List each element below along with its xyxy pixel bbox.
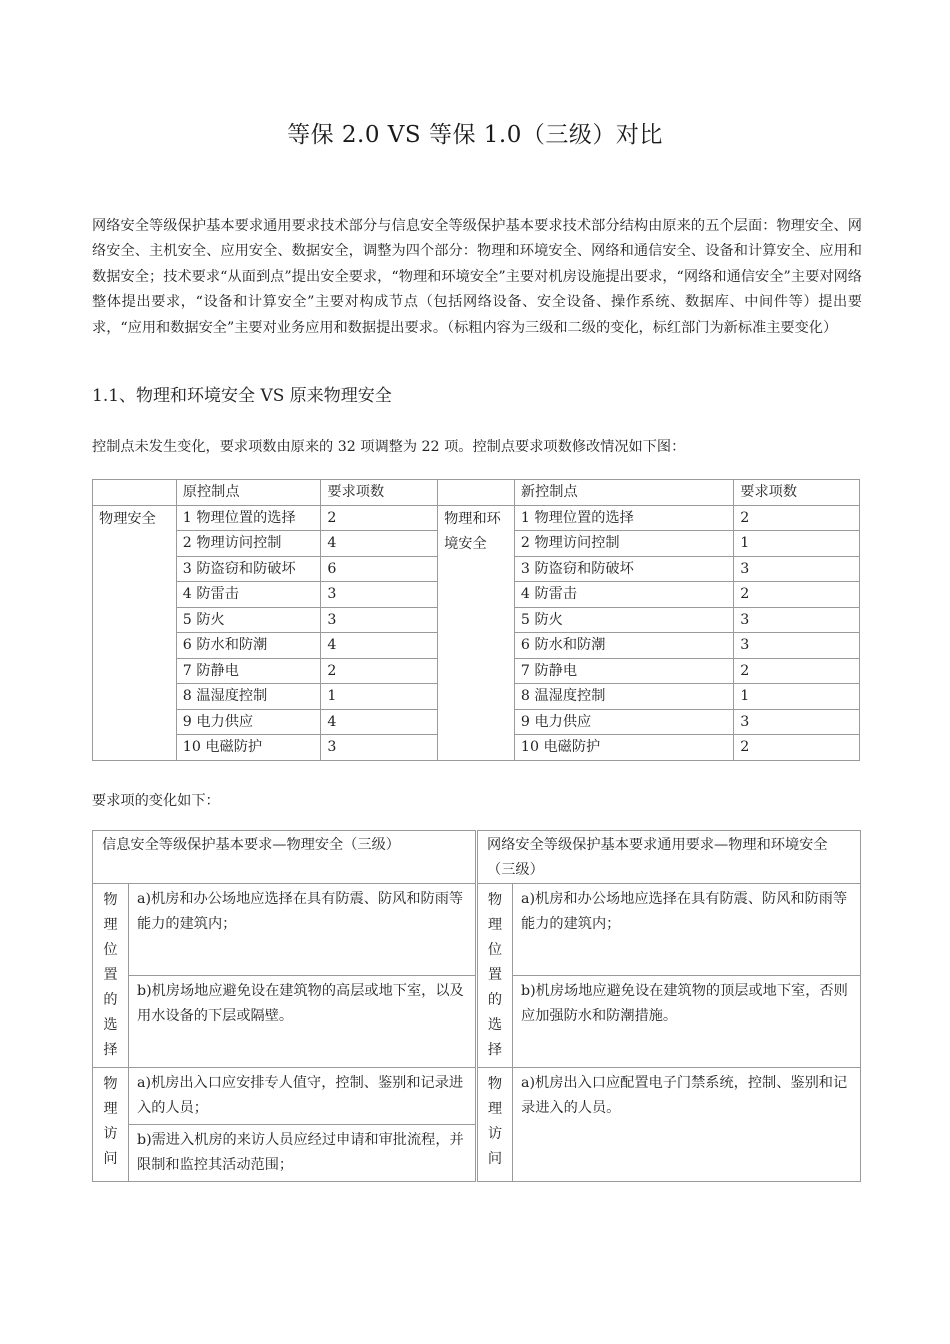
old-count-cell: 6: [321, 556, 438, 582]
label-char: 置: [103, 967, 118, 983]
old-control-cell: 3 防盗窃和防破坏: [176, 556, 321, 582]
old-control-cell: 7 防静电: [176, 658, 321, 684]
new-category-cell: 物理和环境安全: [438, 505, 515, 760]
new-count-cell: 1: [734, 684, 860, 710]
old-count-cell: 1: [321, 684, 438, 710]
old-control-cell: 9 电力供应: [176, 709, 321, 735]
label-char: 理: [103, 917, 118, 933]
left-requirement-cell: a)机房和办公场地应选择在具有防震、防风和防雨等能力的建筑内；: [129, 884, 477, 976]
left-control-label: [93, 1068, 129, 1182]
new-control-cell: 6 防水和防潮: [514, 633, 733, 659]
header-new-count: 要求项数: [734, 480, 860, 506]
label-char: 置: [487, 967, 503, 983]
left-requirement-cell: a)机房出入口应安排专人值守，控制、鉴别和记录进入的人员；: [129, 1068, 477, 1125]
control-point-table: [92, 479, 860, 761]
old-category-cell: 物理安全: [93, 505, 177, 760]
control-point-paragraph: 控制点未发生变化，要求项数由原来的 32 项调整为 22 项。控制点要求项数修改情况如下图：: [92, 439, 686, 455]
new-control-cell: 7 防静电: [514, 658, 733, 684]
header-old-count: 要求项数: [321, 480, 438, 506]
old-control-cell: 8 温湿度控制: [176, 684, 321, 710]
left-requirement-cell: b)需进入机房的来访人员应经过申请和审批流程，并限制和监控其活动范围；: [129, 1125, 477, 1182]
label-char: 问: [103, 1151, 118, 1167]
requirement-comparison-table: [92, 830, 861, 1182]
label-char: 物: [103, 1076, 118, 1092]
old-control-cell: 6 防水和防潮: [176, 633, 321, 659]
old-control-cell: 4 防雷击: [176, 582, 321, 608]
old-count-cell: 2: [321, 658, 438, 684]
old-count-cell: 3: [321, 735, 438, 761]
right-control-label: [477, 884, 513, 1068]
old-control-cell: 1 物理位置的选择: [176, 505, 321, 531]
old-count-cell: 4: [321, 633, 438, 659]
changes-paragraph: 要求项的变化如下：: [92, 793, 220, 809]
table-row: [93, 505, 860, 531]
requirement-row: [93, 884, 861, 976]
new-count-cell: 2: [734, 658, 860, 684]
right-control-label: [477, 1068, 513, 1182]
new-count-cell: 2: [734, 735, 860, 761]
left-standard-header: 信息安全等级保护基本要求—物理安全（三级）: [93, 831, 477, 884]
right-standard-header: 网络安全等级保护基本要求通用要求—物理和环境安全（三级）: [477, 831, 861, 884]
new-control-cell: 1 物理位置的选择: [514, 505, 733, 531]
label-char: 问: [487, 1151, 503, 1167]
left-control-label: [93, 884, 129, 1068]
new-control-cell: 8 温湿度控制: [514, 684, 733, 710]
table-header-row: [93, 831, 861, 884]
label-char: 物: [103, 892, 118, 908]
intro-paragraph: 网络安全等级保护基本要求通用要求技术部分与信息安全等级保护基本要求技术部分结构由原来的五个层面：物理安全、网络安全、主机安全、应用安全、数据安全，调整为四个部分：物理和环境安全、网络和通信安全、设备和计算安全、应用和数据安全；技术要求“从面到点”提出安全要求，“物理和环境安全”主要对机房设施提出要求，“网络和通信安全”主要对网络整体提出要求，“设备和计算安全”主要对构成节点（包括网络设备、安全设备、操作系统、数据库、中间件等）提出要求，“应用和数据安全”主要对业务应用和数据提出要求。（标粗内容为三级和二级的变化，标红部门为新标准主要变化）: [92, 218, 862, 336]
new-count-cell: 2: [734, 582, 860, 608]
new-control-cell: 5 防火: [514, 607, 733, 633]
label-char: 理: [487, 917, 503, 933]
old-count-cell: 4: [321, 709, 438, 735]
label-char: 择: [487, 1042, 503, 1058]
label-char: 选: [103, 1017, 118, 1033]
new-control-cell: 10 电磁防护: [514, 735, 733, 761]
old-control-cell: 10 电磁防护: [176, 735, 321, 761]
new-count-cell: 1: [734, 531, 860, 557]
new-count-cell: 2: [734, 505, 860, 531]
new-control-cell: 3 防盗窃和防破坏: [514, 556, 733, 582]
document-title: 等保 2.0 VS 等保 1.0（三级）对比: [287, 122, 663, 148]
header-new-control: 新控制点: [514, 480, 733, 506]
label-char: 择: [103, 1042, 118, 1058]
label-char: 理: [487, 1101, 503, 1117]
label-char: 选: [487, 1017, 503, 1033]
old-count-cell: 3: [321, 607, 438, 633]
label-char: 的: [487, 992, 503, 1008]
new-control-cell: 2 物理访问控制: [514, 531, 733, 557]
new-count-cell: 3: [734, 607, 860, 633]
right-requirement-cell: a)机房出入口应配置电子门禁系统，控制、鉴别和记录进入的人员。: [513, 1068, 861, 1182]
label-char: 的: [103, 992, 118, 1008]
old-count-cell: 2: [321, 505, 438, 531]
header-old-control: 原控制点: [176, 480, 321, 506]
label-char: 理: [103, 1101, 118, 1117]
label-char: 物: [487, 892, 503, 908]
label-char: 位: [103, 942, 118, 958]
right-requirement-cell: b)机房场地应避免设在建筑物的顶层或地下室，否则应加强防水和防潮措施。: [513, 976, 861, 1068]
left-requirement-cell: b)机房场地应避免设在建筑物的高层或地下室，以及用水设备的下层或隔壁。: [129, 976, 477, 1068]
label-char: 物: [487, 1076, 503, 1092]
requirement-row: [93, 1068, 861, 1125]
new-control-cell: 9 电力供应: [514, 709, 733, 735]
right-requirement-cell: a)机房和办公场地应选择在具有防震、防风和防雨等能力的建筑内；: [513, 884, 861, 976]
label-char: 位: [487, 942, 503, 958]
section-heading: 1.1、物理和环境安全 VS 原来物理安全: [92, 386, 392, 406]
old-count-cell: 3: [321, 582, 438, 608]
new-count-cell: 3: [734, 633, 860, 659]
old-control-cell: 2 物理访问控制: [176, 531, 321, 557]
new-count-cell: 3: [734, 556, 860, 582]
old-count-cell: 4: [321, 531, 438, 557]
table-header-row: [93, 480, 860, 506]
old-control-cell: 5 防火: [176, 607, 321, 633]
label-char: 访: [103, 1126, 118, 1142]
new-control-cell: 4 防雷击: [514, 582, 733, 608]
new-count-cell: 3: [734, 709, 860, 735]
label-char: 访: [487, 1126, 503, 1142]
